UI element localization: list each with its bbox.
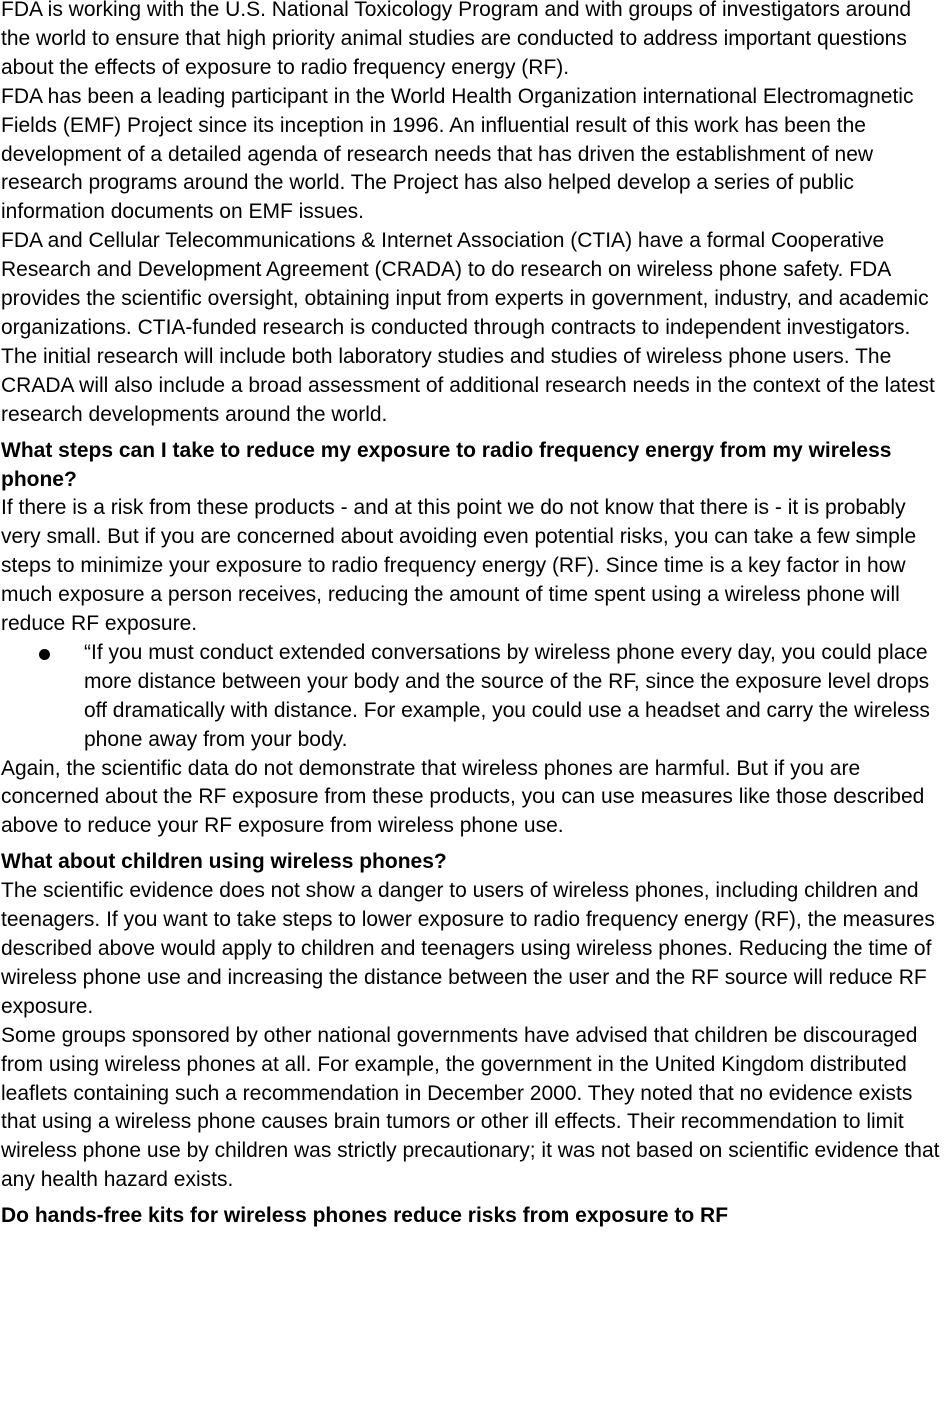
list-item	[1, 639, 945, 755]
paragraph-children-governments: Some groups sponsored by other national governments have advised that children be discouraged from using wireless phones at all. For example, the government in the United Kingdom distributed leaflets containing such a recommendation in December 2000. They noted that no evidence exists that using a wireless phone causes brain tumors or other ill effects. Their recommendation to limit wireless phone use by children was strictly precautionary; it was not based on scientific evidence that any health hazard exists.	[1, 1023, 940, 1192]
paragraph-who-emf: FDA has been a leading participant in the World Health Organization international Electromagnetic Fields (EMF) Project since its inception in 1996. An influential result of this work has been the development of a detailed agenda of research needs that has driven the establishment of new research programs around the world. The Project has also helped develop a series of public information documents on EMF issues.	[1, 84, 914, 224]
paragraph-fda-ntp: FDA is working with the U.S. National Toxicology Program and with groups of investigators around the world to ensure that high priority animal studies are conducted to address important questions about the effects of exposure to radio frequency energy (RF).	[1, 0, 912, 79]
heading-reduce-exposure: What steps can I take to reduce my exposure to radio frequency energy from my wireless phone?	[1, 438, 892, 491]
bullet-list	[1, 639, 945, 755]
paragraph-reduce-exposure: If there is a risk from these products - and at this point we do not know that there is - it is probably very small. But if you are concerned about avoiding even potential risks, you can take a few simple steps to minimize your exposure to radio frequency energy (RF). Since time is a key factor in how much exposure a person receives, reducing the amount of time spent using a wireless phone will reduce RF exposure.	[1, 496, 917, 636]
document-page	[1, 0, 945, 1231]
heading-children: What about children using wireless phones?	[1, 850, 447, 874]
heading-hands-free: Do hands-free kits for wireless phones reduce risks from exposure to RF	[1, 1204, 729, 1228]
paragraph-children-evidence: The scientific evidence does not show a danger to users of wireless phones, including children and teenagers. If you want to take steps to lower exposure to radio frequency energy (RF), the measures described above would apply to children and teenagers using wireless phones. Reducing the time of wireless phone use and increasing the distance between the user and the RF source will reduce RF exposure.	[1, 879, 935, 1018]
bullet-text: “If you must conduct extended conversations by wireless phone every day, you could place more distance between your body and the source of the RF, since the exposure level drops off dramatically with distance. For example, you could use a headset and carry the wireless phone away from your body.	[84, 640, 930, 751]
paragraph-again-scientific: Again, the scientific data do not demonstrate that wireless phones are harmful. But if you are concerned about the RF exposure from these products, you can use measures like those described above to reduce your RF exposure from wireless phone use.	[1, 756, 925, 838]
paragraph-ctia-crada: FDA and Cellular Telecommunications & Internet Association (CTIA) have a formal Cooperative Research and Development Agreement (CRADA) to do research on wireless phone safety. FDA provides the scientific oversight, obtaining input from experts in government, industry, and academic organizations. CTIA-funded research is conducted through contracts to independent investigators. The initial research will include both laboratory studies and studies of wireless phone users. The CRADA will also include a broad assessment of additional research needs in the context of the latest research developments around the world.	[1, 229, 935, 426]
bullet-dot-icon	[39, 649, 50, 660]
